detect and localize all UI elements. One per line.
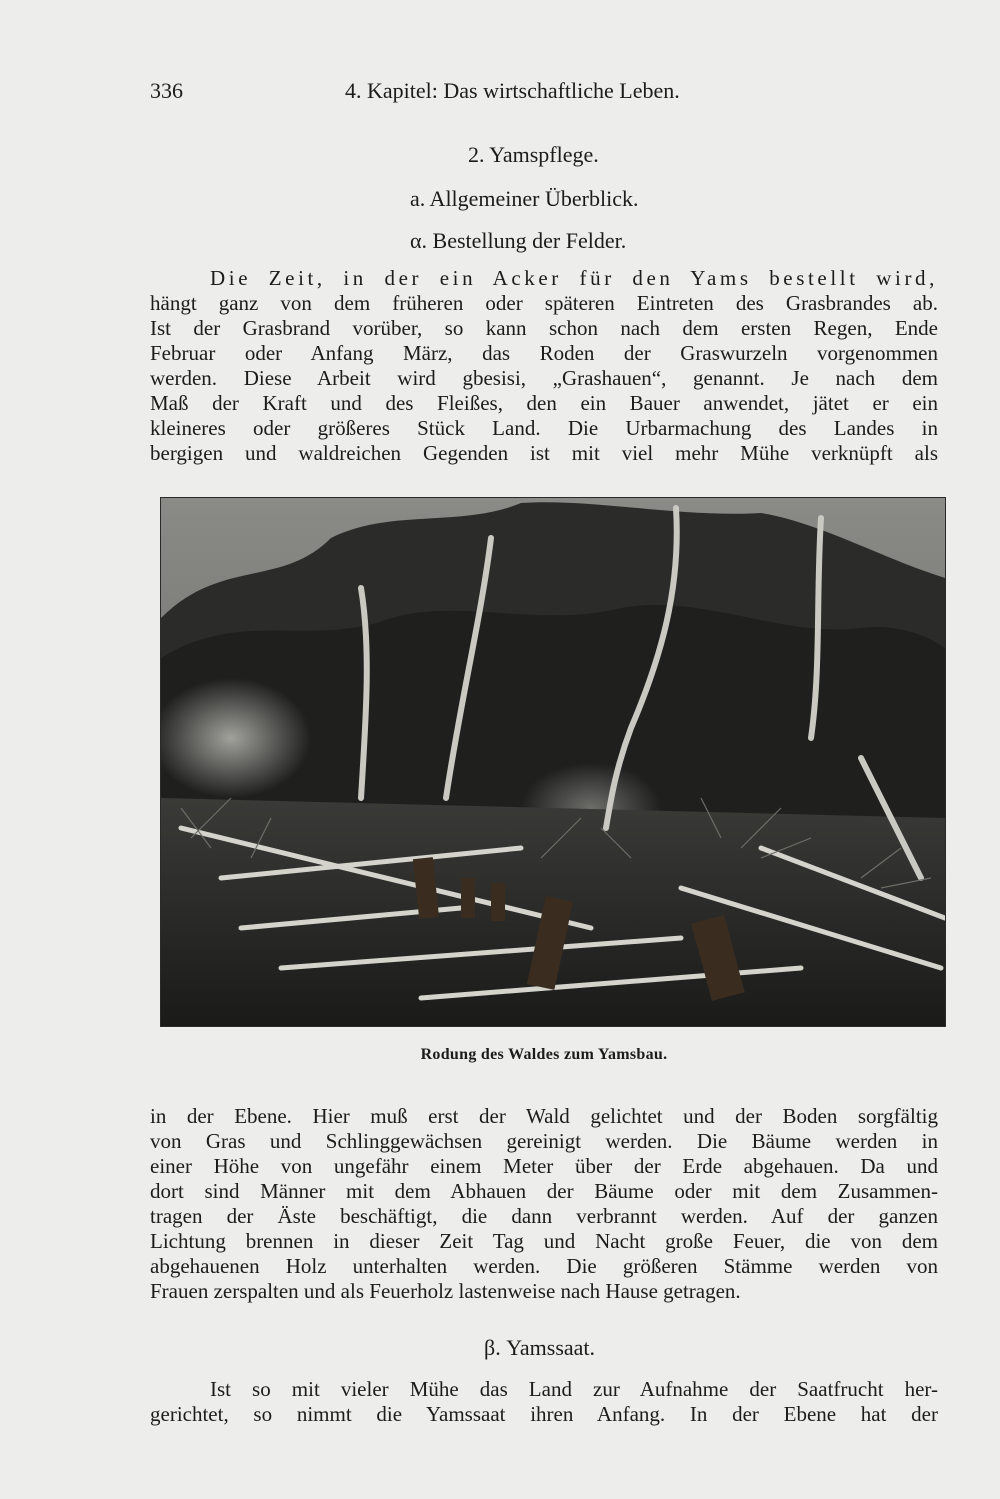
text-line: kleineres oder größeres Stück Land. Die Urbarmachung des Landes in — [150, 416, 938, 440]
text-line: hängt ganz von dem früheren oder späteren Eintreten des Grasbrandes ab. — [150, 291, 938, 315]
subsubsection-heading-beta: β. Yamssaat. — [484, 1335, 596, 1360]
section-heading: 2. Yamspflege. — [468, 142, 599, 167]
text-line: bergigen und waldreichen Gegenden ist mit viel mehr Mühe verknüpft als — [150, 441, 938, 465]
text-line: Ist der Grasbrand vorüber, so kann schon nach dem ersten Regen, Ende — [150, 316, 938, 340]
chapter-title: 4. Kapitel: Das wirtschaftliche Leben. — [345, 78, 680, 103]
photo-illustration — [161, 498, 945, 1026]
text-line: von Gras und Schlinggewächsen gereinigt werden. Die Bäume werden in — [150, 1129, 938, 1153]
text-line: Lichtung brennen in dieser Zeit Tag und Nacht große Feuer, die von dem — [150, 1229, 938, 1253]
text-line: einer Höhe von ungefähr einem Meter über der Erde abgehauen. Da und — [150, 1154, 938, 1178]
text-line: Frauen zerspalten und als Feuerholz lastenweise nach Hause getragen. — [150, 1279, 741, 1303]
subsection-heading: a. Allgemeiner Überblick. — [410, 186, 639, 211]
subsubsection-heading: α. Bestellung der Felder. — [410, 228, 627, 253]
running-head — [150, 78, 950, 112]
forest-clearing-photograph — [160, 497, 946, 1027]
text-line: Maß der Kraft und des Fleißes, den ein Bauer anwendet, jätet er ein — [150, 391, 938, 415]
text-line: werden. Diese Arbeit wird gbesisi, „Grashauen“, genannt. Je nach dem — [150, 366, 938, 390]
page-number: 336 — [150, 78, 183, 103]
figure-caption: Rodung des Waldes zum Yamsbau. — [420, 1046, 668, 1063]
text-line: Ist so mit vieler Mühe das Land zur Aufnahme der Saatfrucht her- — [210, 1377, 938, 1401]
text-line: Februar oder Anfang März, das Roden der Graswurzeln vorgenommen — [150, 341, 938, 365]
text-line: abgehauenen Holz unterhalten werden. Die größeren Stämme werden von — [150, 1254, 938, 1278]
text-line: in der Ebene. Hier muß erst der Wald gelichtet und der Boden sorgfältig — [150, 1104, 938, 1128]
text-line: tragen der Äste beschäftigt, die dann verbrannt werden. Auf der ganzen — [150, 1204, 938, 1228]
text-line: Die Zeit, in der ein Acker für den Yams bestellt wird, — [210, 266, 938, 290]
text-line: gerichtet, so nimmt die Yamssaat ihren Anfang. In der Ebene hat der — [150, 1402, 938, 1426]
text-line: dort sind Männer mit dem Abhauen der Bäume oder mit dem Zusammen- — [150, 1179, 938, 1203]
